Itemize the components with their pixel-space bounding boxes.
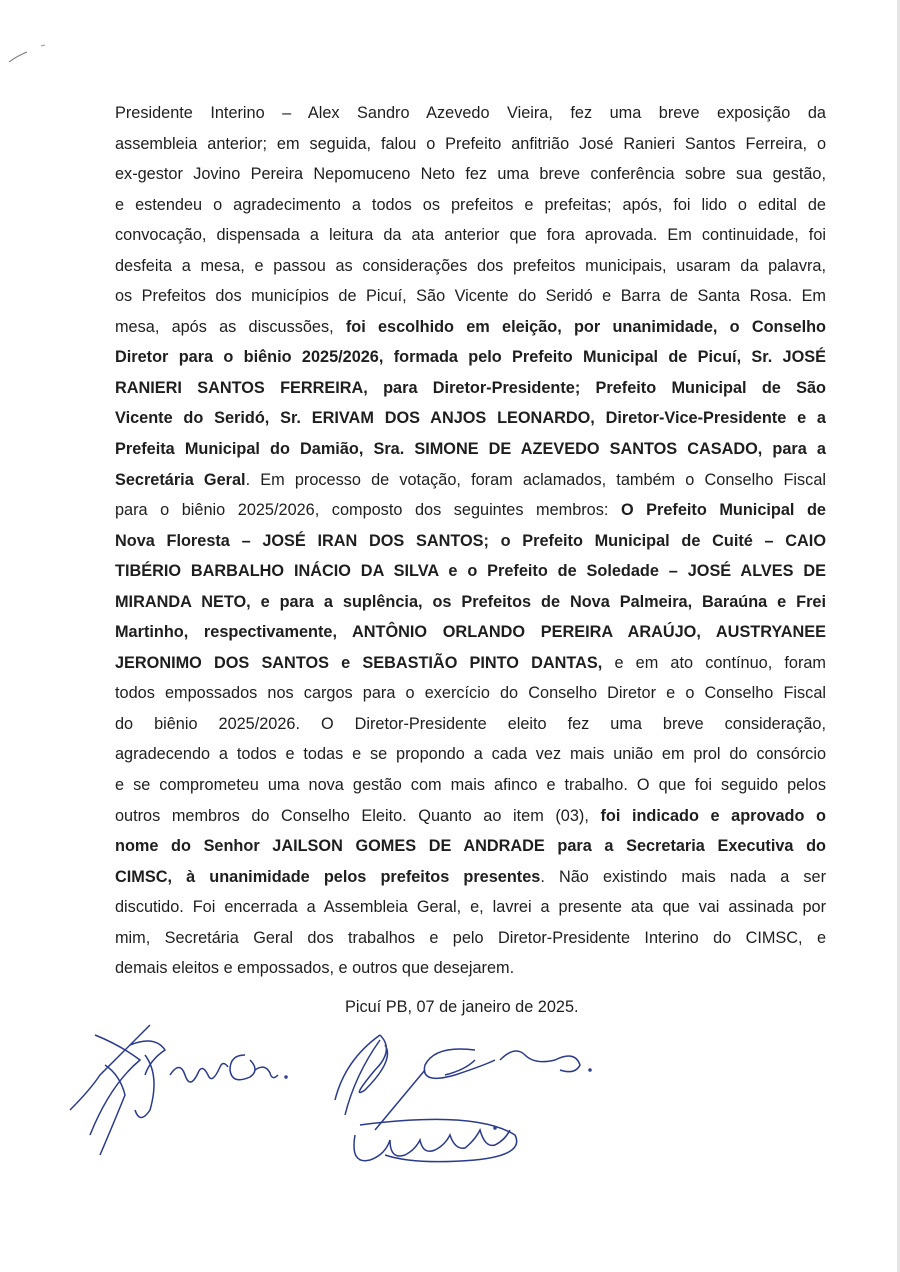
text-segment: agradecendo a todos e todas e se propondo a cada vez mais união em prol do consórcio [115, 745, 826, 764]
text-line [115, 190, 826, 221]
text-line [115, 373, 826, 404]
text-segment: do biênio 2025/2026. O Diretor-Presidente eleito fez uma breve consideração, [115, 714, 826, 733]
line-content [115, 257, 826, 275]
text-segment: . Não existindo mais nada a ser [540, 867, 826, 886]
date-line: Picuí PB, 07 de janeiro de 2025. [345, 998, 579, 1016]
text-line [115, 678, 826, 709]
text-line [115, 312, 826, 343]
line-content [115, 959, 514, 977]
bold-text-segment: O Prefeito Municipal de [620, 501, 826, 520]
text-segment: . Em processo de votação, foram aclamados, também o Conselho Fiscal [245, 470, 826, 489]
text-segment: e se comprometeu uma nova gestão com mais afinco e trabalho. O que foi seguido pelos [115, 776, 826, 795]
line-content [115, 196, 826, 214]
bold-text-segment: nome do Senhor JAILSON GOMES DE ANDRADE para a Secretaria Executiva do [115, 837, 826, 856]
text-line [115, 342, 826, 373]
line-content [115, 837, 826, 855]
line-content [115, 654, 826, 672]
bold-text-segment: CIMSC, à unanimidade pelos prefeitos presentes [115, 867, 541, 886]
text-segment: outros membros do Conselho Eleito. Quanto ao item (03), [115, 806, 601, 825]
bold-text-segment: foi escolhido em eleição, por unanimidade, o Conselho [345, 317, 826, 336]
line-content [115, 562, 826, 580]
text-line [115, 892, 826, 923]
line-content [115, 348, 826, 366]
bold-text-segment: JERONIMO DOS SANTOS e SEBASTIÃO PINTO DANTAS, [115, 653, 603, 672]
line-content [115, 165, 826, 183]
scan-mark [5, 40, 55, 70]
text-line [115, 495, 826, 526]
text-segment: os Prefeitos dos municípios de Picuí, São Vicente do Seridó e Barra de Santa Rosa. Em [115, 287, 826, 306]
bold-text-segment: Diretor para o biênio 2025/2026, formada pelo Prefeito Municipal de Picuí, Sr. JOSÉ [115, 348, 826, 367]
text-segment: mesa, após as discussões, [115, 317, 346, 336]
text-segment: demais eleitos e empossados, e outros que desejarem. [115, 959, 515, 978]
text-line [115, 556, 826, 587]
text-line [115, 709, 826, 740]
text-segment: para o biênio 2025/2026, composto dos seguintes membros: [115, 501, 621, 520]
line-content [115, 532, 826, 550]
line-content [115, 745, 826, 763]
text-line [115, 159, 826, 190]
text-line [115, 129, 826, 160]
text-line [115, 770, 826, 801]
line-content [115, 501, 826, 519]
bold-text-segment: RANIERI SANTOS FERREIRA, para Diretor-Presidente; Prefeito Municipal de São [115, 378, 826, 397]
line-content [115, 929, 826, 947]
text-line [115, 953, 826, 984]
line-content [115, 868, 826, 886]
line-content [115, 104, 826, 122]
bold-text-segment: Nova Floresta – JOSÉ IRAN DOS SANTOS; o Prefeito Municipal de Cuité – CAIO [115, 531, 826, 550]
text-segment: assembleia anterior; em seguida, falou o Prefeito anfitrião José Ranieri Santos Ferreira, o [115, 134, 826, 153]
line-content [115, 135, 826, 153]
text-line [115, 220, 826, 251]
bold-text-segment: MIRANDA NETO, e para a suplência, os Prefeitos de Nova Palmeira, Baraúna e Frei [115, 592, 826, 611]
bold-text-segment: Vicente do Seridó, Sr. ERIVAM DOS ANJOS LEONARDO, Diretor-Vice-Presidente e a [115, 409, 826, 428]
text-line [115, 434, 826, 465]
line-content [115, 318, 826, 336]
text-line [115, 801, 826, 832]
line-content [115, 807, 826, 825]
text-line [115, 251, 826, 282]
line-content [115, 898, 826, 916]
text-segment: e em ato contínuo, foram [602, 653, 826, 672]
text-segment: convocação, dispensada a leitura da ata anterior que fora aprovada. Em continuidade, foi [115, 226, 826, 245]
line-content [115, 409, 826, 427]
text-line [115, 587, 826, 618]
line-content [115, 440, 826, 458]
text-line [115, 526, 826, 557]
line-content [115, 623, 826, 641]
text-line [115, 648, 826, 679]
text-line [115, 465, 826, 496]
line-content [115, 593, 826, 611]
line-content [115, 776, 826, 794]
signature-right [325, 1030, 605, 1175]
bold-text-segment: Martinho, respectivamente, ANTÔNIO ORLANDO PEREIRA ARAÚJO, AUSTRYANEE [115, 623, 826, 642]
signature-left [60, 1015, 300, 1165]
text-line [115, 739, 826, 770]
line-content [115, 684, 826, 702]
line-content [115, 226, 826, 244]
bold-text-segment: Secretária Geral [115, 470, 246, 489]
text-segment: desfeita a mesa, e passou as considerações dos prefeitos municipais, usaram da palavra, [115, 256, 826, 275]
text-segment: discutido. Foi encerrada a Assembleia Geral, e, lavrei a presente ata que vai assinada por [115, 898, 826, 917]
text-segment: e estendeu o agradecimento a todos os prefeitos e prefeitas; após, foi lido o edital de [115, 195, 826, 214]
text-line [115, 403, 826, 434]
line-content [115, 379, 826, 397]
text-line [115, 831, 826, 862]
text-line [115, 98, 826, 129]
text-segment: Presidente Interino – Alex Sandro Azevedo Vieira, fez uma breve exposição da [115, 104, 826, 122]
text-line [115, 923, 826, 954]
text-segment: todos empossados nos cargos para o exercício do Conselho Diretor e o Conselho Fiscal [115, 684, 826, 703]
text-segment: mim, Secretária Geral dos trabalhos e pelo Diretor-Presidente Interino do CIMSC, e [115, 928, 826, 947]
line-content [115, 471, 826, 489]
bold-text-segment: TIBÉRIO BARBALHO INÁCIO DA SILVA e o Prefeito de Soledade – JOSÉ ALVES DE [115, 562, 826, 581]
line-content [115, 715, 826, 733]
text-line [115, 617, 826, 648]
bold-text-segment: foi indicado e aprovado o [600, 806, 826, 825]
line-content [115, 287, 826, 305]
text-segment: ex-gestor Jovino Pereira Nepomuceno Neto fez uma breve conferência sobre sua gestão, [115, 165, 826, 184]
minutes-body-text [115, 98, 826, 984]
text-line [115, 281, 826, 312]
bold-text-segment: Prefeita Municipal do Damião, Sra. SIMONE DE AZEVEDO SANTOS CASADO, para a [115, 440, 826, 459]
text-line [115, 862, 826, 893]
